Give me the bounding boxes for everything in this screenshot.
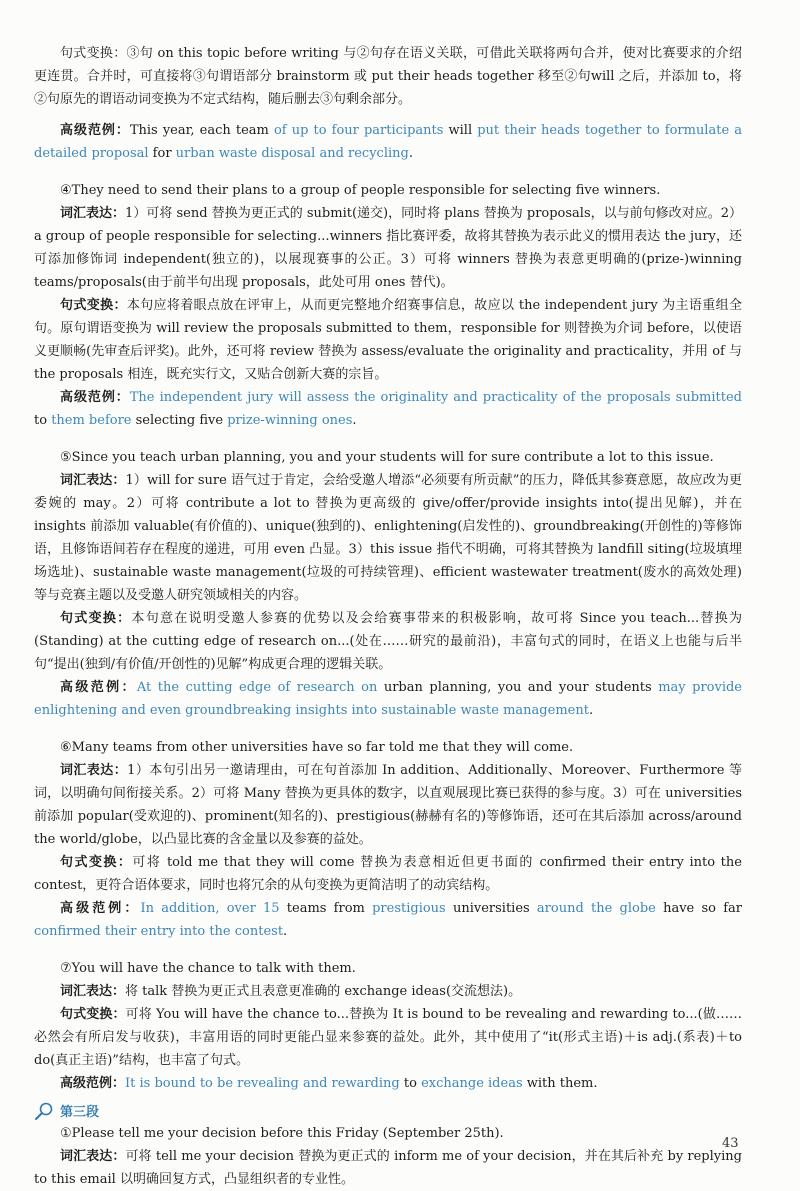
vocab-key: 词汇表达： [60, 763, 128, 778]
example-text: . [352, 413, 357, 428]
vocab-text: 可将 tell me your decision 替换为更正式的 inform me of your decision，并在其后补充 by replying to this email 以明确回复方式，凸显组织者的专业性。 [34, 1149, 742, 1187]
example-highlight: put their heads together to formulate a detailed proposal [34, 123, 742, 161]
transform-key: 句式变换： [60, 611, 132, 626]
vocab-6 [34, 759, 742, 851]
transform-text: 可将 told me that they will come 替换为表意相近但更书面的 confirmed their entry into the contest，更符合语体要求，同时也将冗余的从句变换为更简洁明了的动宾结构。 [34, 855, 742, 893]
example-key: 高级范例： [60, 680, 137, 695]
example-highlight: In addition, over 15 [140, 901, 280, 916]
magnifier-icon [34, 1102, 54, 1120]
example-5 [34, 676, 742, 722]
section-title: 第三段 [60, 1105, 100, 1120]
top-clip-line-1: 句式变换：③句 on this topic before writing 与②句存在语义关联，可借此关联将两句合并，使对比 [60, 46, 663, 61]
vocab-4 [34, 202, 742, 294]
example-key: 高级范例： [60, 390, 130, 405]
section-heading [34, 1099, 742, 1122]
example-highlight: It is bound to be revealing and rewarding [125, 1076, 400, 1091]
vocab-key: 词汇表达： [60, 984, 126, 999]
sentence-5: ⑤Since you teach urban planning, you and your students will for sure contribute a lot to this issue. [60, 450, 714, 465]
example-text: for [148, 146, 176, 161]
vocab-key: 词汇表达： [60, 1149, 126, 1164]
example-text: to [399, 1076, 422, 1091]
example-text: universities [445, 901, 537, 916]
example-text: have so far [655, 901, 742, 916]
example-text: . [408, 146, 413, 161]
vocab-7 [34, 980, 742, 1003]
example-4 [34, 386, 742, 432]
sentence-6: ⑥Many teams from other universities have so far told me that they will come. [60, 740, 574, 755]
transform-key: 句式变换： [60, 298, 127, 313]
example-6 [34, 897, 742, 943]
sentence-4: ④They need to send their plans to a group of people responsible for selecting five winners. [60, 183, 661, 198]
example-highlight: them before [51, 413, 132, 428]
example-highlight: prize-winning ones [227, 413, 353, 428]
example-text: with them. [522, 1076, 598, 1091]
transform-text: 本句应将着眼点放在评审上，从而更完整地介绍赛事信息，故应以 the independent jury 为主语重组全句。原句谓语变换为 will review the proposals submitted to them，responsible for 则替换为介词 before，以使语义更顺畅(先审查后评奖)。此外，还可将 review 替换为 assess/evaluate the originality and practicality，并用 of 与 the proposals 相连，既充实行文，又贴合创新大赛的宗旨。 [34, 298, 742, 382]
transform-key: 句式变换： [60, 1007, 126, 1022]
vocab-3-1 [34, 1145, 742, 1191]
sentence-3-1: ①Please tell me your decision before this Friday (September 25th). [60, 1126, 504, 1141]
example-7 [34, 1072, 742, 1095]
example-highlight: of up to four participants [273, 123, 444, 138]
example-text: urban planning, you and your students [377, 680, 659, 695]
sentence-7: ⑦You will have the chance to talk with them. [60, 961, 356, 976]
vocab-5 [34, 469, 742, 607]
transform-6 [34, 851, 742, 897]
vocab-text: 1）可将 send 替换为更正式的 submit(递交)，同时将 plans 替换为 proposals，以与前句修改对应。2）a group of people responsible for selecting...winners 指比赛评委，故将其替换为表示此义的惯用表达 the jury，还可添加修饰词 independent(独立的)，以展现赛事的公正。3）可将 winners 替换为表意更明确的(prize-)winning teams/proposals(由于前半句出现 proposals，此处可用 ones 替代)。 [34, 206, 742, 290]
transform-text: 本句意在说明受邀人参赛的优势以及会给赛事带来的积极影响，故可将 Since you teach...替换为(Standing) at the cutting edge of research on...(处在……研究的最前沿)，丰富句式的同时，在语义上也能与后半句“提出(独到/有价值/开创性的)见解”构成更合理的逻辑关联。 [34, 611, 742, 672]
example-highlight: At the cutting edge of research on [136, 680, 378, 695]
top-clip-line-2: 赛要求的介绍更连贯。合并时，可直接将③句谓语部分 brainstorm 或 put their heads together 移至②句 [34, 46, 742, 84]
example-highlight: prestigious [372, 901, 446, 916]
example-highlight: confirmed their entry into the contest [34, 924, 284, 939]
example-key: 高级范例： [60, 1076, 126, 1091]
example-text: . [283, 924, 288, 939]
example-text: . [588, 703, 594, 718]
transform-key: 句式变换： [60, 855, 133, 870]
example-key: 高级范例： [60, 123, 130, 138]
example-text: selecting five [131, 413, 228, 428]
example-highlight: The independent jury will assess the originality and practicality of the proposals submitted [129, 390, 742, 405]
vocab-key: 词汇表达： [60, 473, 126, 488]
vocab-text: 1）will for sure 语气过于肯定，会给受邀人增添“必须要有所贡献”的压力，降低其参赛意愿，故应改为更委婉的 may。2）可将 contribute a lot to 替换为更高级的 give/offer/provide insights into(提出见解)，并在 insights 前添加 valuable(有价值的)、unique(独到的)、enlightening(启发性的)、groundbreaking(开创性的)等修饰语，且修饰语间若存在程度的递进，可用 even 凸显。3）this issue 指代不明确，可将其替换为 landfill siting(垃圾填埋场选址)、sustainable waste management(垃圾的可持续管理)、efficient wastewater treatment(废水的高效处理)等与竞赛主题以及受邀人研究领域相关的内容。 [34, 473, 742, 603]
transform-5 [34, 607, 742, 676]
transform-text: 可将 You will have the chance to...替换为 It is bound to be revealing and rewarding to...(做……必然会有所启发与收获)，丰富用语的同时更能凸显来参赛的益处。此外，其中使用了“it(形式主语)＋is adj.(系表)＋to do(真正主语)”结构，也丰富了句式。 [34, 1007, 742, 1068]
top-clip-paragraph [34, 42, 742, 111]
example-highlight: may provide enlightening and even groundbreaking insights into sustainable waste management [34, 680, 742, 718]
vocab-text: 1）本句引出另一邀请理由，可在句首添加 In addition、Additionally、Moreover、Furthermore 等词，以明确句间衔接关系。2）可将 Many 替换为更具体的数字，以直观展现比赛已获得的参与度。3）可在 universities 前添加 popular(受欢迎的)、prominent(知名的)、prestigious(赫赫有名的)等修饰语，还可在其后添加 across/around the world/globe，以凸显比赛的含金量以及参赛的益处。 [34, 763, 742, 847]
example-text: to [34, 413, 52, 428]
page-body [34, 46, 743, 1191]
top-clip-line-3: will 之后，并添加 to，将②句原先的谓语动词变换为不定式结构，随后删去③句剩余部分。 [34, 69, 743, 107]
vocab-key: 词汇表达： [60, 206, 126, 221]
page-number: 43 [722, 1136, 739, 1151]
example-text: teams from [279, 901, 373, 916]
example-highlight: around the globe [536, 901, 656, 916]
example-key: 高级范例： [60, 901, 141, 916]
example-highlight: urban waste disposal and recycling [175, 146, 409, 161]
example-text: will [443, 123, 478, 138]
vocab-text: 将 talk 替换为更正式且表意更准确的 exchange ideas(交流想法)。 [125, 984, 522, 999]
transform-7 [34, 1003, 742, 1072]
example-highlight: exchange ideas [421, 1076, 523, 1091]
example-text: This year, each team [129, 123, 274, 138]
transform-4 [34, 294, 742, 386]
example-paragraph-2 [34, 119, 742, 165]
